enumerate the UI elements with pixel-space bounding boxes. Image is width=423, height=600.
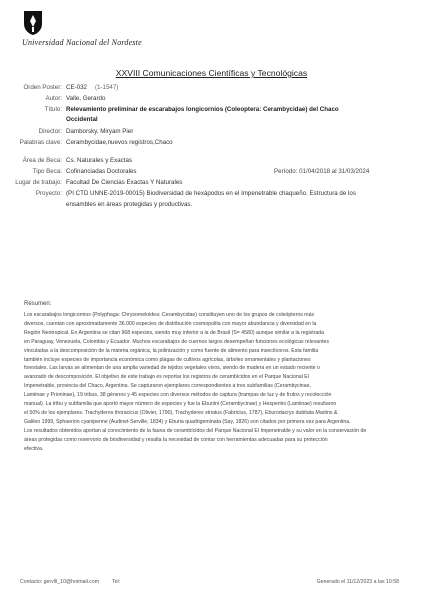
proyecto-row: [0, 190, 423, 197]
proyecto-label: Proyecto:: [35, 190, 62, 197]
abstract-line: Región Neotropical. En Argentina se citan 968 especies, siendo muy inferior a la de Brasil (S= 4580) aunque similar a la registrada: [24, 329, 325, 336]
director-value: Damborsky, Miryam Pier: [66, 128, 134, 135]
orden-poster-value: CE-032: [66, 84, 87, 91]
unne-shield-icon: [22, 10, 142, 36]
palabras-clave-label: Palabras clave:: [19, 139, 62, 146]
lugar-trabajo-label: Lugar de trabajo:: [15, 179, 62, 186]
resumen-label: Resumen:: [24, 301, 52, 307]
director-label: Director:: [38, 128, 62, 135]
abstract-line: áreas protegidas como reservorio de biodiversidad y resalta la necesidad de contar con herramientas adecuadas para su protección: [24, 436, 328, 443]
abstract-line: diversos, cuentan con aproximadamente 36.000 especies de distribución cosmopolita con mayor abundancia y diversidad en la: [24, 320, 317, 327]
abstract-line: también incluye especies de importancia económica como plagas de cultivos agrícolas, árboles ornamentales y plantaciones: [24, 356, 311, 363]
autor-value: Valle, Gerardo: [66, 95, 106, 102]
orden-poster-label: Orden Poster:: [23, 84, 62, 91]
abstract-line: manual). La tribu y subfamilia que aportó mayor número de especies y fue la Eburiini (Cerambycinae) y Hesperiini (Lamiinae) resultaron: [24, 401, 337, 408]
proyecto-line-1: (PI CTD UNNE-2019-00015) Biodiversidad de hexápodos en el Impenetrable chaqueño. Estructura de los: [66, 190, 356, 197]
area-beca-value: Cs. Naturales y Exactas: [66, 157, 133, 164]
proyecto-line-2: ensambles en áreas protegidas y productivas.: [66, 201, 193, 208]
titulo-line-2: Occidental: [66, 116, 98, 123]
conference-title: XXVIII Comunicaciones Científicas y Tecnológicas: [115, 68, 308, 78]
area-beca-row: [0, 157, 423, 164]
abstract-line: en Paraguay, Venezuela, Colombia y Ecuador. Muchos escarabajos de cuernos largos desempeñan funciones ecológicas relevantes: [24, 338, 329, 345]
generated-date: Generado el 11/12/2023 a las 10:58: [316, 579, 399, 585]
abstract-line: Los escarabajos longicornios (Polyphaga: Chrysomeloidea: Cerambycidae) constituyen uno de los grupos de coleópteros más: [24, 312, 315, 318]
abstract-line: el 50% de los ejemplares. Trachyderes thoracicus (Olivier, 1790), Trachyderes striatus (Fabricius, 1787), Eburodacrys dubitata Martins &: [24, 409, 338, 416]
palabras-clave-value: Cerambycidae,nuevos registros,Chaco: [66, 139, 173, 146]
autor-row: [0, 95, 423, 102]
titulo-row: [0, 106, 423, 113]
proyecto-row-2: [0, 201, 423, 208]
abstract-line: Impenetrable, provincia del Chaco, Argentina. Se capturaron ejemplares correspondientes a tres subfamilias (Cerambycinae,: [24, 383, 311, 390]
titulo-line-1: Relevamiento preliminar de escarabajos longicornios (Coleoptera: Cerambycidae) del Chaco: [66, 106, 339, 113]
contact-email: Contacto: gervlll_10@hotmail.com: [20, 579, 100, 585]
beca-period: Período: 01/04/2018 al 31/03/2024: [274, 168, 370, 175]
abstract-line: Galileo 1999, Sphaerion cyanipenne (Audinet-Serville, 1834) y Eburia quadrigeminata (Say, 1826) son citados por primera vez para Argentina.: [24, 418, 351, 425]
abstract-line: avanzado de descomposición. El objetivo de este trabajo es reportar los registros de cerambícidos en el Parque Nacional El: [24, 374, 309, 381]
titulo-label: Título:: [44, 106, 62, 113]
orden-poster-row: [0, 84, 423, 91]
abstract-body: [24, 311, 400, 454]
palabras-clave-row: [0, 139, 423, 146]
autor-label: Autor:: [45, 95, 62, 102]
titulo-row-2: [0, 116, 423, 123]
abstract-line: Lamiinae y Prioninae), 19 tribus, 38 géneros y 45 especies con diversos métodos de captura (trampas de luz y de frutos y recolección: [24, 392, 332, 399]
abstract-line: Los resultados obtenidos aportan al conocimiento de la fauna de cerambícidos del Parque Nacional El Impenetrable y su valor en la conservación de: [24, 427, 367, 434]
area-beca-label: Área de Beca:: [22, 157, 62, 164]
tipo-beca-value: Cofinanciadas Doctorales: [66, 168, 137, 175]
tipo-beca-label: Tipo Beca:: [32, 168, 62, 175]
abstract-line: efectiva.: [24, 445, 44, 452]
header: [22, 10, 142, 47]
orden-poster-extra: (1-1547): [94, 84, 119, 91]
contact-tel: Tel:: [112, 579, 121, 585]
director-row: [0, 128, 423, 135]
institution-name: Universidad Nacional del Nordeste: [22, 38, 142, 47]
abstract-line: forestales. Las larvas se alimentan de una amplia variedad de tejidos vegetales vivos, siendo de madera en un estado reciente o: [24, 365, 320, 372]
abstract-line: vinculadas a la descomposición de la materia orgánica, la polinización y como fuente de alimento para insectívoros. Esta familia: [24, 347, 319, 354]
tipo-beca-row: [0, 168, 423, 175]
lugar-trabajo-row: [0, 179, 423, 186]
lugar-trabajo-value: Facultad De Ciencias Exactas Y Naturales: [66, 179, 183, 186]
